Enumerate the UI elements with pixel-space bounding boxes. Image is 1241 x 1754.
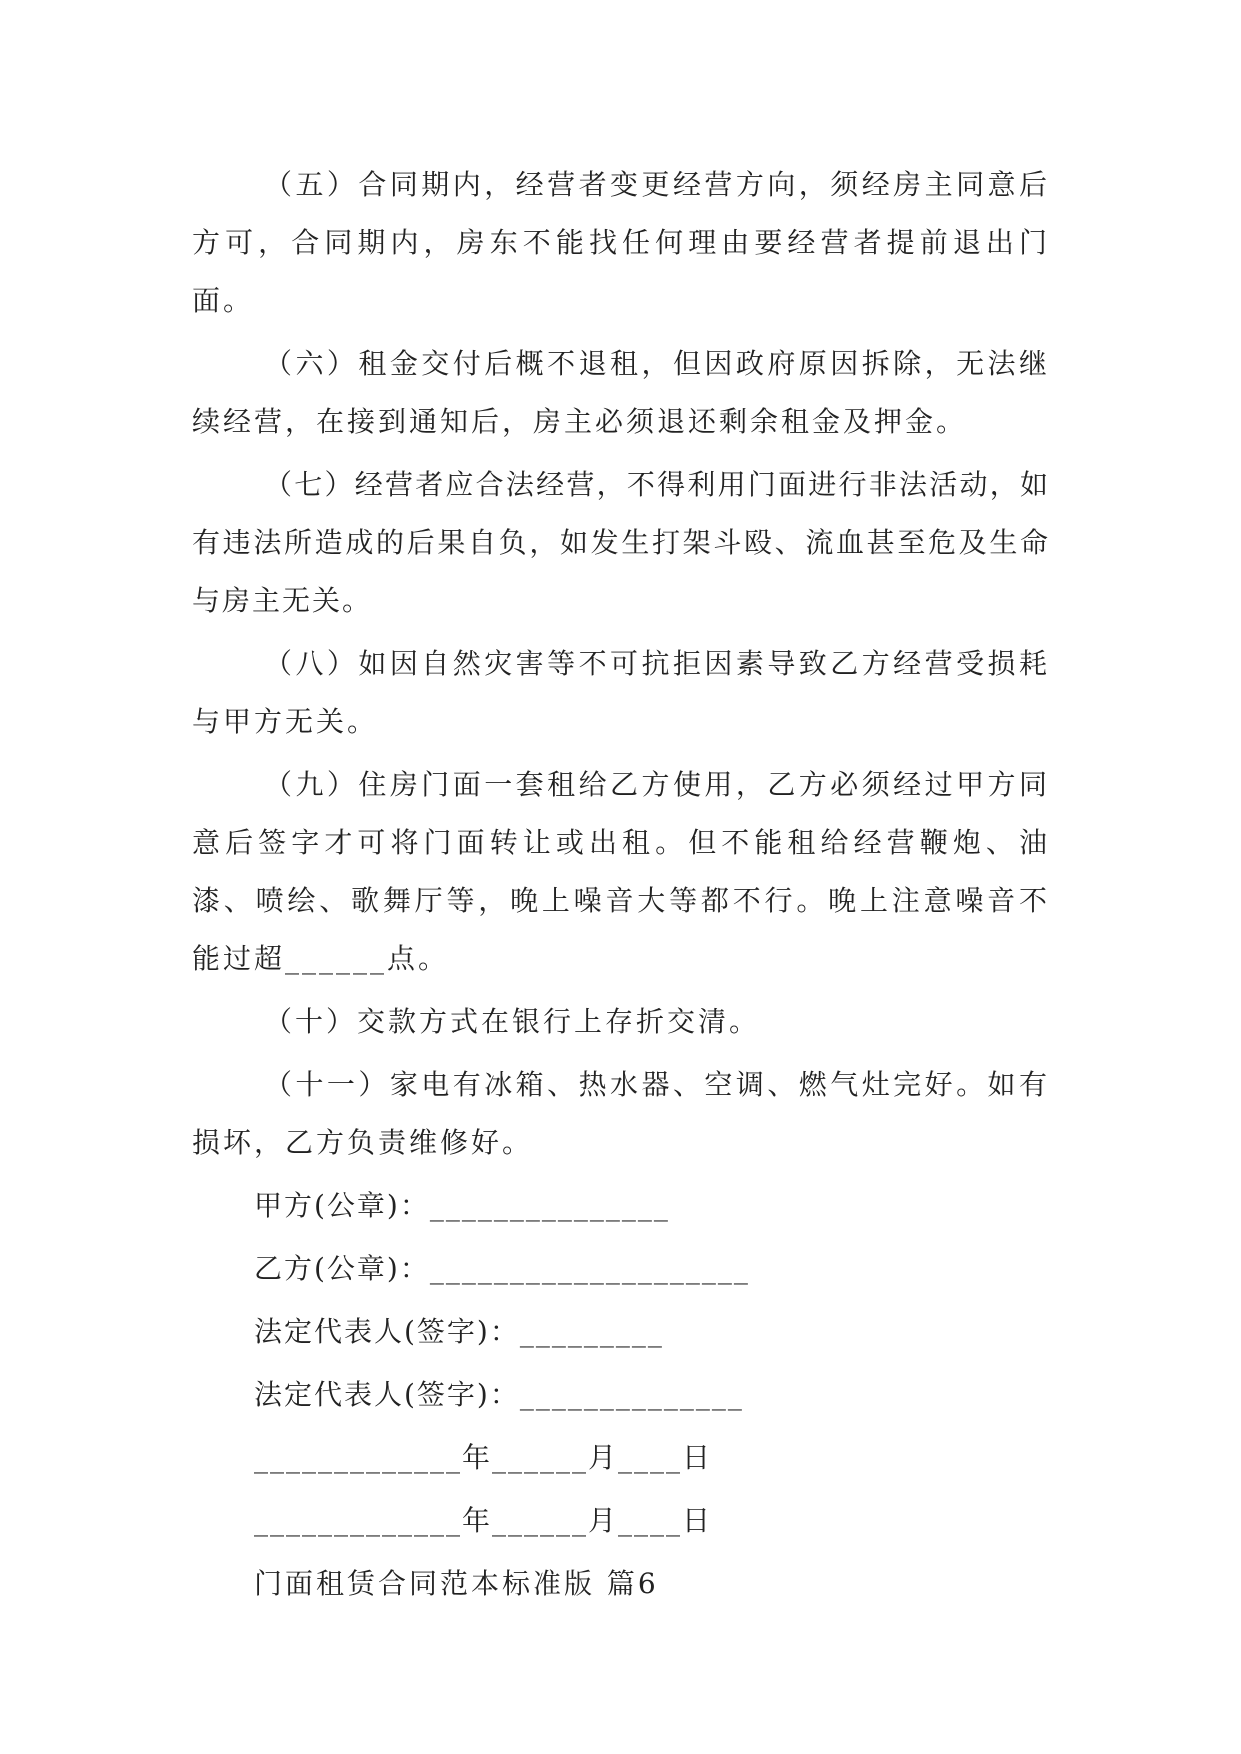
legal-rep-a-signature-line: 法定代表人(签字)：_________ <box>254 1315 664 1348</box>
party-a-seal-line: 甲方(公章)：_______________ <box>254 1189 670 1222</box>
clause-9: （九）住房门面一套租给乙方使用，乙方必须经过甲方同意后签字才可将门面转让或出租。但不能租给经营鞭炮、油漆、喷绘、歌舞厅等，晚上噪音大等都不行。晚上注意噪音不能过超______点。 <box>192 768 1050 975</box>
party-b-seal-line: 乙方(公章)：____________________ <box>254 1252 750 1285</box>
clause-6: （六）租金交付后概不退租，但因政府原因拆除，无法继续经营，在接到通知后，房主必须退还剩余租金及押金。 <box>192 347 1050 438</box>
next-section-heading: 门面租赁合同范本标准版 篇6 <box>254 1567 659 1600</box>
date-line-a: _____________年______月____日 <box>254 1441 713 1474</box>
legal-rep-b-signature-line: 法定代表人(签字)：______________ <box>254 1378 744 1411</box>
date-line-b: _____________年______月____日 <box>254 1504 713 1537</box>
clause-7: （七）经营者应合法经营，不得利用门面进行非法活动，如有违法所造成的后果自负，如发生打架斗殴、流血甚至危及生命与房主无关。 <box>192 468 1050 617</box>
clause-11: （十一）家电有冰箱、热水器、空调、燃气灶完好。如有损坏，乙方负责维修好。 <box>192 1068 1050 1159</box>
clause-8: （八）如因自然灾害等不可抗拒因素导致乙方经营受损耗与甲方无关。 <box>192 647 1050 738</box>
clause-5: （五）合同期内，经营者变更经营方向，须经房主同意后方可，合同期内，房东不能找任何理由要经营者提前退出门面。 <box>192 168 1050 317</box>
clause-10: （十）交款方式在银行上存折交清。 <box>264 1005 761 1038</box>
contract-body <box>192 156 1050 1613</box>
